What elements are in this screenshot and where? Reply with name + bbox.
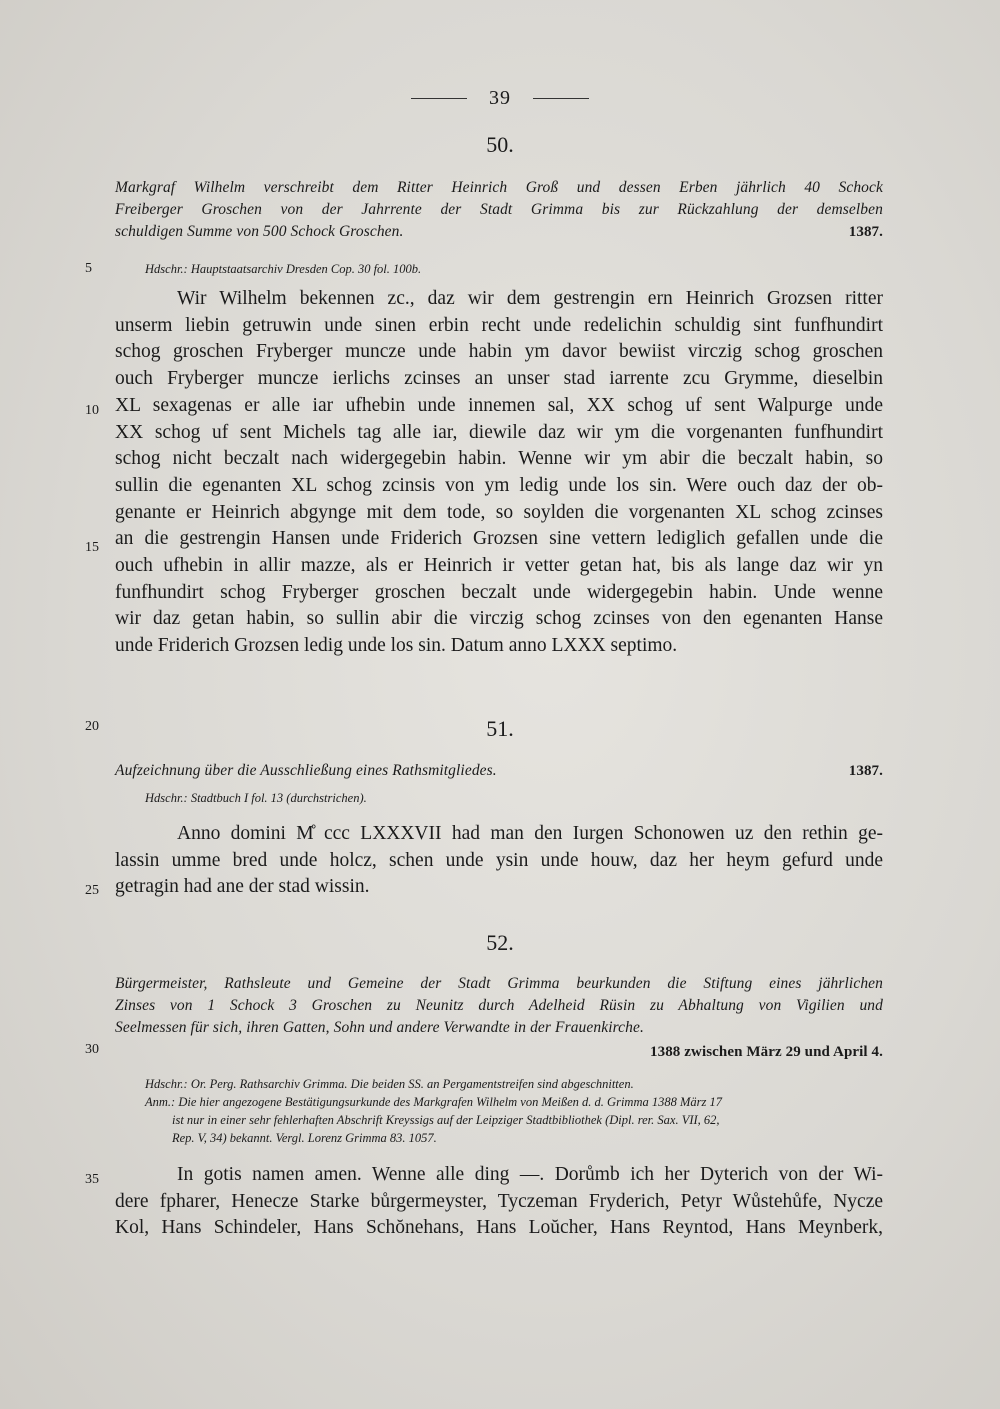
title-line: Zinses von 1 Schock 3 Groschen zu Neunitz durch Adelheid Rüsin zu Abhaltung von Vigilien und: [115, 997, 883, 1014]
source-line: Hdschr.: Or. Perg. Rathsarchiv Grimma. Die beiden SS. an Pergamentstreifen sind abgeschnitten.: [145, 1077, 634, 1091]
title-line: Aufzeichnung über die Ausschließung eines Rathsmitgliedes.: [115, 762, 497, 779]
text-line: In gotis namen amen. Wenne alle ding —. Dorůmb ich her Dyterich von der Wi-: [177, 1164, 883, 1185]
text-line: XX schog uf sent Michels tag alle iar, diewile daz wir ym die vorgenanten funfhundirt: [115, 421, 883, 443]
page-header: [0, 86, 1000, 110]
text-line: sullin die egenanten XL schog zcinsis von ym ledig unde los sin. Were ouch daz der ob-: [115, 474, 883, 496]
text-line: Wir Wilhelm bekennen zc., daz wir dem gestrengin ern Heinrich Grozsen ritter: [177, 288, 883, 309]
line-number: 25: [85, 883, 99, 898]
line-number: 35: [85, 1172, 99, 1187]
section-date: 1387.: [848, 763, 883, 779]
text-line: genante er Heinrich abgynge mit dem tode, so soylden die vorgenanten XL schog zcinses: [115, 501, 883, 523]
annotation-line: Anm.: Die hier angezogene Bestätigungsurkunde des Markgrafen Wilhelm von Meißen d. d. Grimma 1388 März 17: [145, 1095, 722, 1109]
text-line: ouch Fryberger muncze ierlichs zcinses an unser stad iarrente zcu Grymme, dieselbin: [115, 368, 883, 390]
title-line: Bürgermeister, Rathsleute und Gemeine der Stadt Grimma beurkunden die Stiftung eines jährlichen: [115, 975, 883, 992]
section-50-text: [115, 286, 883, 660]
text-line: unserm liebin getruwin unde sinen erbin recht unde redelichin schuldig sint funfhundirt: [115, 314, 883, 336]
text-line: an die gestrengin Hansen unde Friderich Grozsen sine vettern lediglich gefallen unde die: [115, 528, 883, 550]
line-number: 5: [85, 261, 92, 276]
text-line: getragin had ane der stad wissin.: [115, 876, 370, 898]
text-line: wir daz getan habin, so sullin abir die virczig schog zcinses von den egenanten Hanse: [115, 608, 883, 630]
section-number: 51.: [486, 716, 514, 741]
header-rule-right: [533, 98, 589, 99]
line-number: 20: [85, 719, 99, 734]
line-number: 15: [85, 540, 99, 555]
text-line: dere fpharer, Henecze Starke bůrgermeyster, Tyczeman Fryderich, Petyr Wůstehůfe, Nycze: [115, 1190, 883, 1212]
section-52-text: [115, 1162, 883, 1242]
text-line: lassin umme bred unde holcz, schen unde ysin unde houw, daz her heym gefurd unde: [115, 849, 883, 871]
title-line: schuldigen Summe von 500 Schock Groschen.: [115, 223, 404, 240]
text-line: schog groschen Fryberger muncze unde habin ym davor bewiist virczig schog groschen: [115, 341, 883, 363]
title-line: Freiberger Groschen von der Jahrrente der Stadt Grimma bis zur Rückzahlung der demselben: [115, 201, 883, 218]
section-date: 1388 zwischen März 29 und April 4.: [650, 1044, 883, 1060]
section-number: 50.: [486, 132, 514, 157]
text-line: XL sexagenas er alle iar ufhebin unde innemen sal, XX schog uf sent Walpurge unde: [115, 394, 883, 416]
text-line: ouch ufhebin in allir mazze, als er Heinrich ir vetter getan hat, bis als lange daz wir yn: [115, 555, 883, 577]
text-line: Kol, Hans Schindeler, Hans Schŏnehans, Hans Loŭcher, Hans Reyntod, Hans Meynberk,: [115, 1217, 883, 1239]
line-number: 30: [85, 1042, 99, 1057]
line-number: 10: [85, 403, 99, 418]
header-rule-left: [411, 98, 467, 99]
page-number: 39: [489, 86, 511, 109]
text-line: unde Friderich Grozsen ledig unde los sin. Datum anno LXXX septimo.: [115, 635, 678, 657]
text-line: schog nicht beczalt nach widergegebin habin. Wenne wir ym abir die beczalt habin, so: [115, 448, 883, 470]
section-51-text: [115, 821, 883, 901]
section-51-title: [115, 760, 883, 782]
section-source: Hdschr.: Hauptstaatsarchiv Dresden Cop. 30 fol. 100b.: [145, 262, 422, 276]
section-source: Hdschr.: Stadtbuch I fol. 13 (durchstrichen).: [145, 791, 367, 805]
text-line: funfhundirt schog Fryberger groschen beczalt unde widergegebin habin. Unde wenne: [115, 581, 883, 603]
title-line: Seelmessen für sich, ihren Gatten, Sohn und andere Verwandte in der Frauenkirche.: [115, 1019, 644, 1036]
annotation-line: Rep. V, 34) bekannt. Vergl. Lorenz Grimma 83. 1057.: [172, 1131, 437, 1145]
section-52-title: [115, 973, 883, 1063]
annotation-line: ist nur in einer sehr fehlerhaften Abschrift Kreyssigs auf der Leipziger Stadtbibliothek (Dipl. rer. Sax. VII, 62,: [172, 1113, 720, 1127]
section-date: 1387.: [848, 224, 883, 240]
text-line: Anno domini M̊ ccc LXXXVII had man den Iurgen Schonowen uz den rethin ge-: [177, 823, 883, 844]
section-50-title: [115, 177, 883, 243]
title-line: Markgraf Wilhelm verschreibt dem Ritter Heinrich Groß und dessen Erben jährlich 40 Schock: [115, 179, 883, 196]
section-number: 52.: [486, 930, 514, 955]
section-52-source: [145, 1075, 883, 1147]
